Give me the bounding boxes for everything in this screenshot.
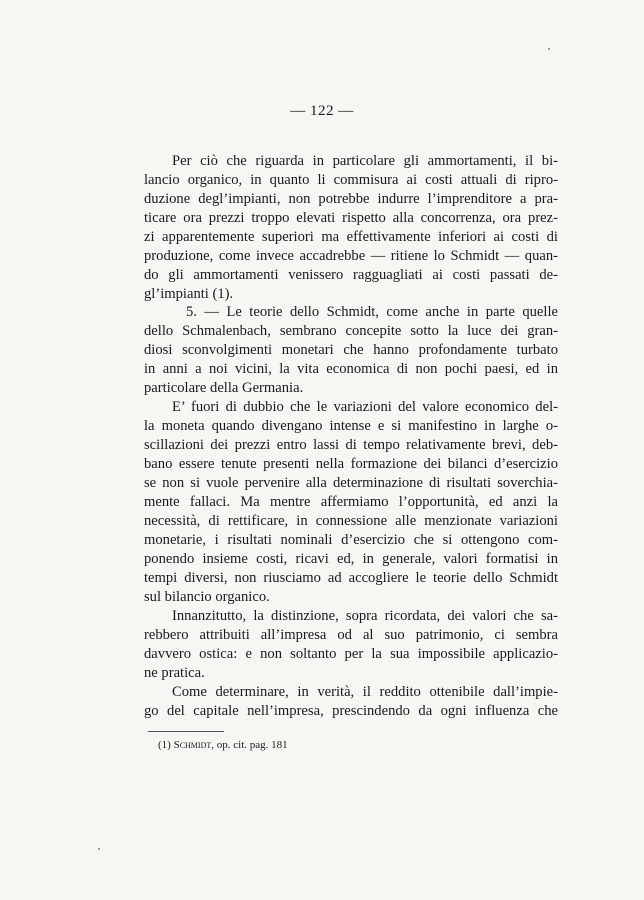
text-line: sul bilancio organico. <box>144 589 270 605</box>
text-line: zi apparentemente superiori ma effettivamente inferiori ai costi di <box>144 229 558 245</box>
footnote <box>158 738 288 752</box>
text-line: E’ fuori di dubbio che le variazioni del valore economico del- <box>172 399 558 415</box>
paragraph-reddito <box>144 683 558 721</box>
text-line: rebbero attribuiti all’impresa od al suo patrimonio, ci sembra <box>144 627 558 643</box>
page-number: — 122 — <box>290 103 354 119</box>
text-line: davvero ostica: e non soltanto per la sua impossibile applicazio- <box>144 646 558 662</box>
footnote-divider <box>148 731 224 732</box>
text-line: la moneta quando divengano intense e si manifestino in larghe o- <box>144 418 558 434</box>
paragraph-distinzione <box>144 607 558 683</box>
text-line: tempi diversi, non riusciamo ad accogliere le teorie dello Schmidt <box>144 570 558 586</box>
text-line: Innanzitutto, la distinzione, sopra ricordata, dei valori che sa- <box>172 608 558 624</box>
text-line: gl’impianti (1). <box>144 286 234 302</box>
footnote-citation: , op. cit. pag. 181 <box>211 739 288 751</box>
scan-speck <box>98 848 100 850</box>
text-line: bano essere tenute presenti nella formazione dei bilanci d’esercizio <box>144 456 558 472</box>
text-line: dello Schmalenbach, sembrano concepite sotto la luce dei gran- <box>144 323 558 339</box>
text-line: Per ciò che riguarda in particolare gli ammortamenti, il bi- <box>172 153 558 169</box>
text-line: monetarie, i risultati nominali d’esercizio che si ottengono com- <box>144 532 558 548</box>
text-line: necessità, di rettificare, in connessione alle menzionate variazioni <box>144 513 558 529</box>
text-line: Come determinare, in verità, il reddito ottenibile dall’impie- <box>172 684 558 700</box>
text-line: se non si vuole pervenire alla determinazione di risultati soverchia- <box>144 475 558 491</box>
paragraph-variazioni <box>144 398 558 607</box>
footnote-author: Schmidt <box>173 739 212 751</box>
paragraph-section-5 <box>144 303 558 398</box>
text-line: produzione, come invece accadrebbe — ritiene lo Schmidt — quan- <box>144 248 558 264</box>
text-line: ne pratica. <box>144 665 205 681</box>
footnote-marker: (1) <box>158 739 171 751</box>
text-line: 5. — Le teorie dello Schmidt, come anche in parte quelle <box>186 304 558 320</box>
paragraph-ammortamenti <box>144 152 558 304</box>
text-line: do gli ammortamenti venissero ragguagliati ai costi passati de- <box>144 267 558 283</box>
text-line: diosi sconvolgimenti monetari che hanno profondamente turbato <box>144 342 558 358</box>
text-line: lancio organico, in quanto li commisura ai costi attuali di ripro- <box>144 172 558 188</box>
scan-speck <box>548 48 550 50</box>
text-line: go del capitale nell’impresa, prescindendo da ogni influenza che <box>144 703 558 719</box>
text-line: particolare della Germania. <box>144 380 304 396</box>
text-line: ticare ora prezzi troppo elevati rispetto alla concorrenza, ora prez- <box>144 210 558 226</box>
text-line: in anni a noi vicini, la vita economica di non pochi paesi, ed in <box>144 361 558 377</box>
text-line: duzione degl’impianti, non potrebbe indurre l’imprenditore a pra- <box>144 191 558 207</box>
text-line: ponendo insieme costi, ricavi ed, in generale, valori formatisi in <box>144 551 558 567</box>
text-line: scillazioni dei prezzi entro lassi di tempo relativamente brevi, deb- <box>144 437 558 453</box>
text-line: mente fallaci. Ma mentre affermiamo l’opportunità, ed anzi la <box>144 494 558 510</box>
